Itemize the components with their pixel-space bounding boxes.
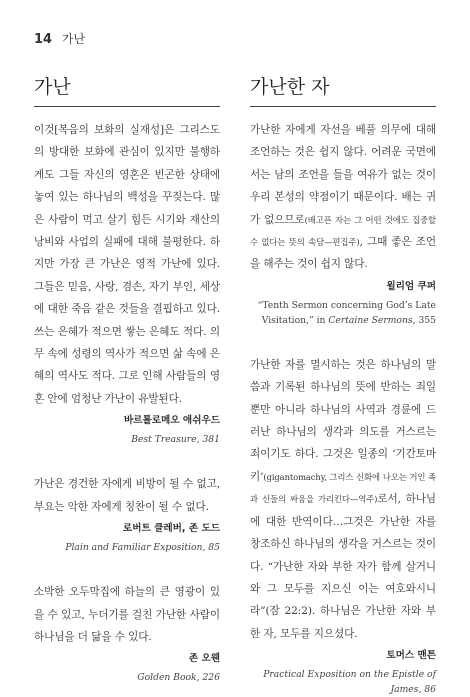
page-number: 14 — [34, 32, 53, 47]
quote-text-part: 가난한 자에게 자선을 베풀 의무에 대해 조언하는 것은 쉽지 않다. 어려운 국면에서는 남의 조언을 들을 여유가 없는 것이 우리 본성의 약점이기 때문이다. 배는 귀가 없으므로 — [250, 124, 436, 226]
quote-text-part: , 그때 좋은 조언을 해주는 것이 쉽지 않다. — [250, 236, 436, 271]
quote-text — [250, 354, 436, 645]
quote-text-part: 로서, 하나님에 대한 반역이다…그것은 가난한 자를 창조하신 하나님의 생각을 거스르는 것이다. “가난한 자와 부한 자가 함께 살거니와 그 모두를 지으신 이는 여호와시니라”(잠 22:2). 하나님은 가난한 자와 부한 자, 모두를 지으셨다. — [250, 493, 436, 640]
quote-author: 윌리엄 쿠퍼 — [386, 280, 436, 292]
quote-author: 존 오웬 — [188, 653, 220, 665]
quote-text: 소박한 오두막집에 하늘의 큰 영광이 있을 수 있고, 누더기를 걸친 가난한 사람이 하나님을 더 닮을 수 있다. — [34, 586, 220, 643]
running-header — [34, 30, 85, 47]
quote-source — [250, 298, 436, 328]
quote-text: 가난은 경건한 자에게 비방이 될 수 없고, 부요는 악한 자에게 칭찬이 될 수 없다. — [34, 478, 220, 513]
right-column — [250, 72, 436, 697]
translator-note: (gigantomachy, 그리스 신화에 나오는 거인 족과 신들의 싸움을 가리킨다—역주) — [250, 471, 436, 505]
quote-author: 로버트 클레버, 존 도드 — [122, 523, 220, 535]
quote-text: 이것[복음의 보화의 실재성]은 그리스도의 방대한 보화에 관심이 있지만 불행하게도 그들 자신의 영혼은 빈곤한 상태에 놓여 있는 하나님의 백성을 꾸짖는다. 많은 사람이 먹고 살기 힘든 시기와 재산의 낭비와 사업의 실패에 대해 불평한다. 하지만 가장 큰 가난은 영적 가난에 있다. 그들은 믿음, 사랑, 겸손, 자기 부인, 세상에 대한 죽음 같은 것들을 결핍하고 있다. 쓰는 은혜가 적으면 쌓는 은혜도 적다. 의무 속에 성령의 역사가 적으면 삶 속에 은혜의 역사도 적다. 그로 인해 사람들의 영혼 안에 엄청난 가난이 유발된다. — [34, 124, 220, 405]
source-book: Certaine Sermons — [328, 314, 413, 326]
heading-poverty: 가난 — [34, 72, 220, 107]
source-page: , 355 — [412, 314, 436, 326]
quote-author: 바르톨로메오 애쉬우드 — [123, 415, 220, 427]
quote-source: Practical Exposition on the Epistle of James, 86 — [263, 669, 436, 696]
editor-note: (배고픈 자는 그 어떤 것에도 집중할 수 없다는 뜻의 속담—편집주) — [250, 214, 436, 248]
quote-text-part: 가난한 자를 멸시하는 것은 하나님의 말씀과 기록된 하나님의 뜻에 반하는 죄일 뿐만 아니라 하나님의 사역과 경륜에 드러난 하나님의 생각과 의도를 거스르는 죄이기도 하다. 그것은 일종의 ‘기간토마키’ — [250, 358, 436, 483]
quote-source: Plain and Familiar Exposition, 85 — [65, 542, 220, 554]
left-column — [34, 72, 220, 685]
quote-text — [250, 119, 436, 276]
quote-author: 토머스 맨튼 — [386, 650, 436, 662]
quote-source: Best Treasure, 381 — [131, 434, 220, 446]
section-title: 가난 — [61, 32, 86, 46]
heading-the-poor: 가난한 자 — [250, 72, 436, 107]
quote-source: Golden Book, 226 — [137, 672, 220, 684]
source-title: “Tenth Sermon concerning God’s Late Visitation,” in — [257, 299, 436, 326]
